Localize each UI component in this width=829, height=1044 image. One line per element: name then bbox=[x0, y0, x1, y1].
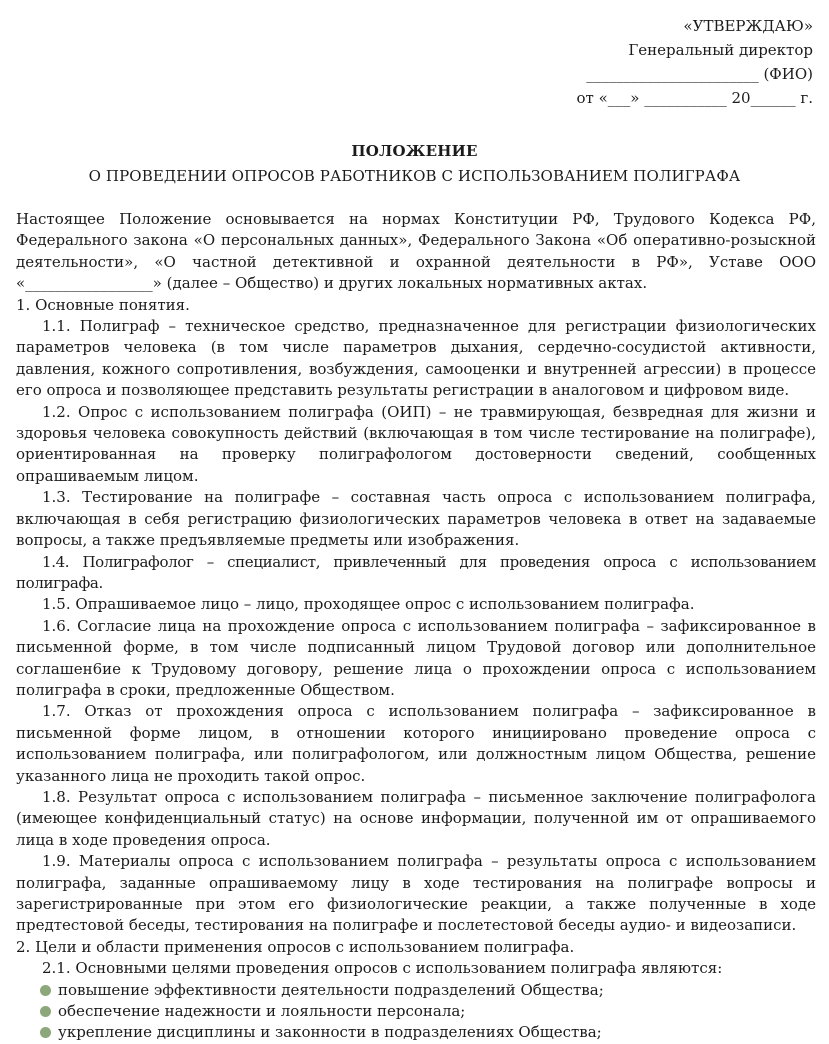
definition-1-8: 1.8. Результат опроса с использованием полиграфа – письменное заключение полиграфолога (имеющее конфиденциальный статус) на основе информации, полученной им от опрашиваемого лица в ходе проведения опроса. bbox=[16, 787, 816, 849]
list-item bbox=[40, 1001, 816, 1022]
list-item bbox=[40, 980, 816, 1001]
definition-1-7: 1.7. Отказ от прохождения опроса с использованием полиграфа – зафиксированное в письменной форме лицом, в отношении которого инициировано проведение опроса с использованием полиграфа, или полиграфологом, или должностным лицом Общества, решение указанного лица не проходить такой опрос. bbox=[16, 702, 816, 785]
approval-position: Генеральный директор bbox=[628, 41, 813, 59]
list-item-text: укрепление дисциплины и законности в подразделениях Общества; bbox=[58, 1023, 602, 1042]
definition-1-2: 1.2. Опрос с использованием полиграфа (ОИП) – не травмирующая, безвредная для жизни и здоровья человека совокупность действий (включающая в том числе тестирование на полиграфе), ориентированная на проверку полиграфологом достоверности сведений, сообщенных опрашиваемым лицом. bbox=[16, 402, 816, 485]
definition-1-4: 1.4. Полиграфолог – специалист, привлеченный для проведения опроса с использованием полиграфа. bbox=[16, 552, 816, 592]
bullet-icon bbox=[40, 1027, 51, 1038]
definition-1-1: 1.1. Полиграф – техническое средство, предназначенное для регистрации физиологических параметров человека (в том числе параметров дыхания, сердечно-сосудистой активности, давления, кожного сопротивления, возбуждения, самооценки и внутренней агрессии) в процессе его опроса и позволяющее представить результаты регистрации в аналоговом и цифровом виде. bbox=[16, 317, 816, 400]
document-body bbox=[16, 209, 816, 1044]
bullet-icon bbox=[40, 1006, 51, 1017]
document-title: ПОЛОЖЕНИЕ bbox=[351, 142, 478, 160]
definition-1-6: 1.6. Согласие лица на прохождение опроса с использованием полиграфа – зафиксированное в письменной форме, в том числе подписанный лицом Трудовой договор или дополнительное соглашен6ие к Трудовому договору, решение лица о прохождении опроса с использованием полиграфа в сроки, предложенные Обществом. bbox=[16, 616, 816, 699]
section-2-heading: 2. Цели и области применения опросов с использованием полиграфа. bbox=[16, 937, 575, 956]
document-subtitle: О ПРОВЕДЕНИИ ОПРОСОВ РАБОТНИКОВ С ИСПОЛЬЗОВАНИЕМ ПОЛИГРАФА bbox=[88, 167, 741, 185]
approval-block bbox=[577, 14, 813, 110]
section-1-heading: 1. Основные понятия. bbox=[16, 295, 190, 314]
list-item-text: повышение эффективности деятельности подразделений Общества; bbox=[58, 980, 604, 999]
approval-stamp: «УТВЕРЖДАЮ» bbox=[683, 17, 813, 35]
list-item bbox=[40, 1022, 816, 1043]
intro-paragraph: Настоящее Положение основывается на нормах Конституции РФ, Трудового Кодекса РФ, Федерального закона «О персональных данных», Федерального Закона «Об оперативно-розыскной деятельности», «О частной детективной и охранной деятельности в РФ», Уставе ООО «_________________» (далее – Общество) и других локальных нормативных актах. bbox=[16, 210, 816, 293]
definition-1-3: 1.3. Тестирование на полиграфе – составная часть опроса с использованием полиграфа, включающая в себя регистрацию физиологических параметров человека в ответ на задаваемые вопросы, а также предъявляемые предметы или изображения. bbox=[16, 488, 816, 550]
approval-date-line: от «___» ___________ 20______ г. bbox=[576, 89, 813, 107]
section-2-1-heading: 2.1. Основными целями проведения опросов с использованием полиграфа являются: bbox=[42, 959, 723, 978]
goals-list bbox=[16, 980, 816, 1044]
definition-1-5: 1.5. Опрашиваемое лицо – лицо, проходящее опрос с использованием полиграфа. bbox=[42, 595, 695, 614]
bullet-icon bbox=[40, 985, 51, 996]
list-item-text: обеспечение надежности и лояльности персонала; bbox=[58, 1002, 466, 1021]
definition-1-9: 1.9. Материалы опроса с использованием полиграфа – результаты опроса с использованием полиграфа, заданные опрашиваемому лицу в ходе тестирования на полиграфе вопросы и зарегистрированные при этом его физиологические реакции, а также полученные в ходе предтестовой беседы, тестирования на полиграфе и послетестовой беседы аудио- и видеозаписи. bbox=[16, 852, 816, 935]
approval-signature-line: _______________________ (ФИО) bbox=[586, 65, 813, 83]
